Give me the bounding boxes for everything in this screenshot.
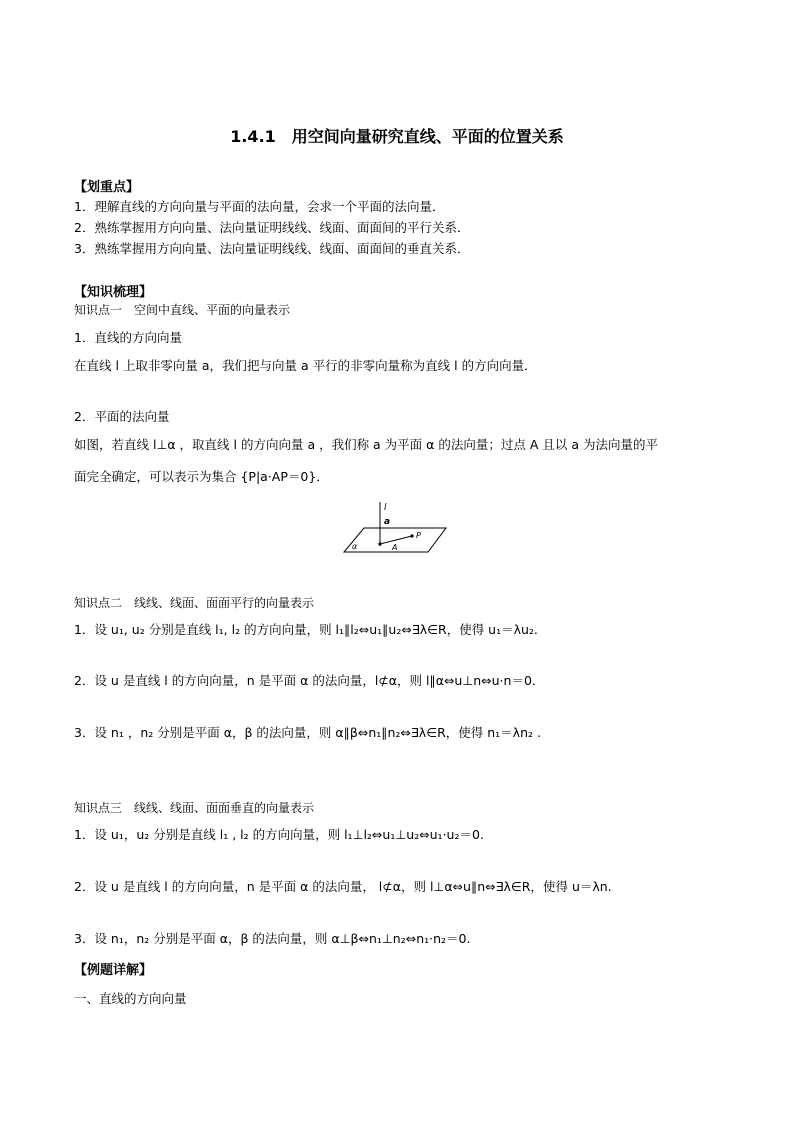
perpendicular-item-1: 1．设 u₁，u₂ 分别是直线 l₁ , l₂ 的方向向量，则 l₁⊥l₂⇔u₁⊥u₂⇔u₁·u₂＝0.	[74, 827, 484, 842]
normal-vector-title: 2．平面的法向量	[74, 409, 170, 424]
parallel-item-1: 1．设 u₁, u₂ 分别是直线 l₁, l₂ 的方向向量，则 l₁∥l₂⇔u₁∥u₂⇔∃λ∈R，使得 u₁＝λu₂.	[74, 622, 538, 637]
parallel-item-2: 2．设 u 是直线 l 的方向向量，n 是平面 α 的法向量，l⊄α，则 l∥α⇔u⊥n⇔u·n＝0.	[74, 673, 536, 688]
point-p	[410, 534, 413, 537]
key-point-3: 3．熟练掌握用方向向量、法向量证明线线、线面、面面间的垂直关系．	[74, 241, 470, 256]
point-a	[378, 542, 381, 545]
knowledge-point-3-title: 知识点三 线线、线面、面面垂直的向量表示	[74, 801, 315, 815]
direction-vector-title: 1．直线的方向向量	[74, 330, 182, 345]
examples-section-1: 一、直线的方向向量	[74, 991, 187, 1006]
knowledge-heading: 【知识梳理】	[74, 285, 153, 300]
label-A: A	[392, 543, 398, 552]
key-points-heading: 【划重点】	[74, 180, 140, 195]
label-P: P	[416, 531, 421, 540]
label-alpha: α	[352, 542, 358, 551]
plane-normal-figure	[342, 500, 450, 556]
direction-vector-text: 在直线 l 上取非零向量 a，我们把与向量 a 平行的非零向量称为直线 l 的方向向量．	[74, 358, 537, 373]
knowledge-point-1-title: 知识点一 空间中直线、平面的向量表示	[74, 303, 291, 317]
knowledge-point-2-title: 知识点二 线线、线面、面面平行的向量表示	[74, 596, 315, 610]
perpendicular-item-2: 2．设 u 是直线 l 的方向向量，n 是平面 α 的法向量， l⊄α，则 l⊥α⇔u∥n⇔∃λ∈R，使得 u＝λn.	[74, 879, 612, 894]
key-point-1: 1．理解直线的方向向量与平面的法向量，会求一个平面的法向量．	[74, 199, 445, 214]
normal-vector-text-2: 面完全确定，可以表示为集合 {P|a·AP＝0}．	[74, 469, 329, 484]
key-point-2: 2．熟练掌握用方向向量、法向量证明线线、线面、面面间的平行关系．	[74, 220, 470, 235]
page-title: 1.4.1 用空间向量研究直线、平面的位置关系	[230, 127, 564, 146]
label-a: a	[384, 517, 391, 527]
label-l: l	[384, 503, 387, 513]
normal-vector-text-1: 如图，若直线 l⊥α ，取直线 l 的方向向量 a ，我们称 a 为平面 α 的法向量；过点 A 且以 a 为法向量的平	[74, 437, 658, 452]
examples-heading: 【例题详解】	[74, 963, 153, 978]
perpendicular-item-3: 3．设 n₁，n₂ 分别是平面 α，β 的法向量，则 α⊥β⇔n₁⊥n₂⇔n₁·n₂＝0.	[74, 931, 471, 946]
parallel-item-3: 3．设 n₁ ，n₂ 分别是平面 α，β 的法向量，则 α∥β⇔n₁∥n₂⇔∃λ∈R，使得 n₁＝λn₂ .	[74, 725, 541, 740]
